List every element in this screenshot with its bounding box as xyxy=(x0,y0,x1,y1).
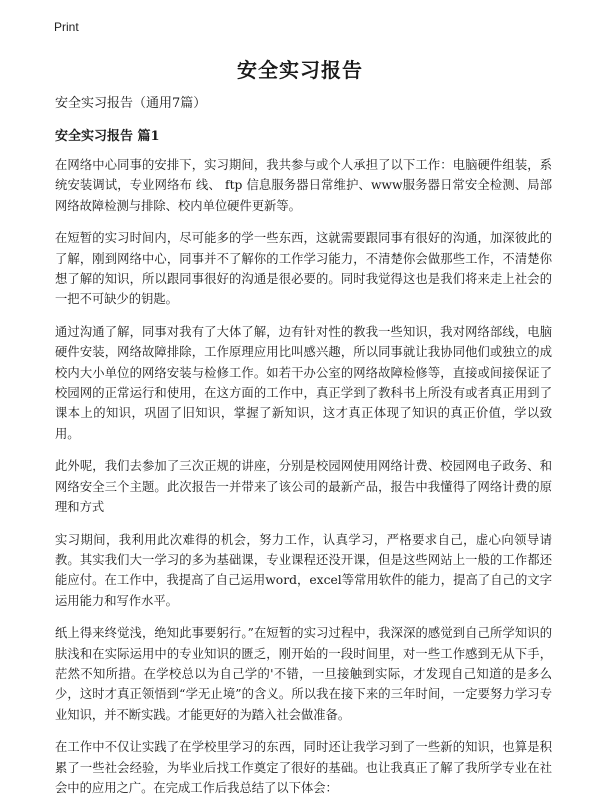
paragraph: 在工作中不仅让实践了在学校里学习的东西，同时还让我学习到了一些新的知识，也算是积累了一些社会经验，为毕业后找工作奠定了很好的基础。也让我真正了解了我所学专业在社会中的应用之广。在完成工作后我总结了以下体会： xyxy=(55,740,552,795)
document-body xyxy=(55,155,552,810)
document-subtitle: 安全实习报告（通用7篇） xyxy=(55,96,207,111)
paragraph: 实习期间，我利用此次难得的机会，努力工作，认真学习，严格要求自己，虚心向领导请教。其实我们大一学习的多为基础课，专业课程还没开课，但是这些网站上一般的工作都还能应付。在工作中，我提高了自己运用word，excel等常用软件的能力，提高了自己的文字运用能力和写作水平。 xyxy=(55,532,552,608)
section-heading: 安全实习报告 篇1 xyxy=(55,129,160,144)
paragraph: 此外呢，我们去参加了三次正规的讲座，分别是校园网使用网络计费、校园网电子政务、和网络安全三个主题。此次报告一并带来了该公司的最新产品，报告中我懂得了网络计费的原理和方式 xyxy=(55,459,552,515)
paragraph: 纸上得来终觉浅，绝知此事要躬行。”在短暂的实习过程中，我深深的感觉到自己所学知识的肤浅和在实际运用中的专业知识的匮乏，刚开始的一段时间里，对一些工作感到无从下手，茫然不知所措。在学校总以为自己学的'不错，一旦接触到实际，才发现自己知道的是多么少，这时才真正领悟到“学无止境”的含义。所以我在接下来的三年时间，一定要努力学习专业知识，并不断实践。才能更好的为踏入社会做准备。 xyxy=(55,626,552,722)
paragraph: 在网络中心同事的安排下，实习期间，我共参与或个人承担了以下工作：电脑硬件组装，系统安装调试，专业网络布 线、 ftp 信息服务器日常维护、www服务器日常安全检测、局部网络故障检测与排除、校内单位硬件更新等。 xyxy=(55,158,552,213)
paragraph: 在短暂的实习时间内，尽可能多的学一些东西，这就需要跟同事有很好的沟通，加深彼此的了解，刚到网络中心，同事并不了解你的工作学习能力，不清楚你会做那些工作，不清楚你想了解的知识，所以跟同事很好的沟通是很必要的。同时我觉得这也是我们将来走上社会的一把不可缺少的钥匙。 xyxy=(55,231,552,307)
paragraph: 通过沟通了解，同事对我有了大体了解，边有针对性的教我一些知识，我对网络部线，电脑硬件安装，网络故障排除，工作原理应用比叫感兴趣，所以同事就让我协同他们或独立的成校内大小单位的网络安装与检修工作。如若干办公室的网络故障检修等，直接或间接保证了校园网的正常运行和使用，在这方面的工作中，真正学到了教科书上所没有或者真正用到了课本上的知识，巩固了旧知识，掌握了新知识，这才真正体现了知识的真正价值，学以致用。 xyxy=(55,324,552,441)
document-title: 安全实习报告 xyxy=(237,58,363,82)
print-link[interactable]: Print xyxy=(54,20,79,34)
